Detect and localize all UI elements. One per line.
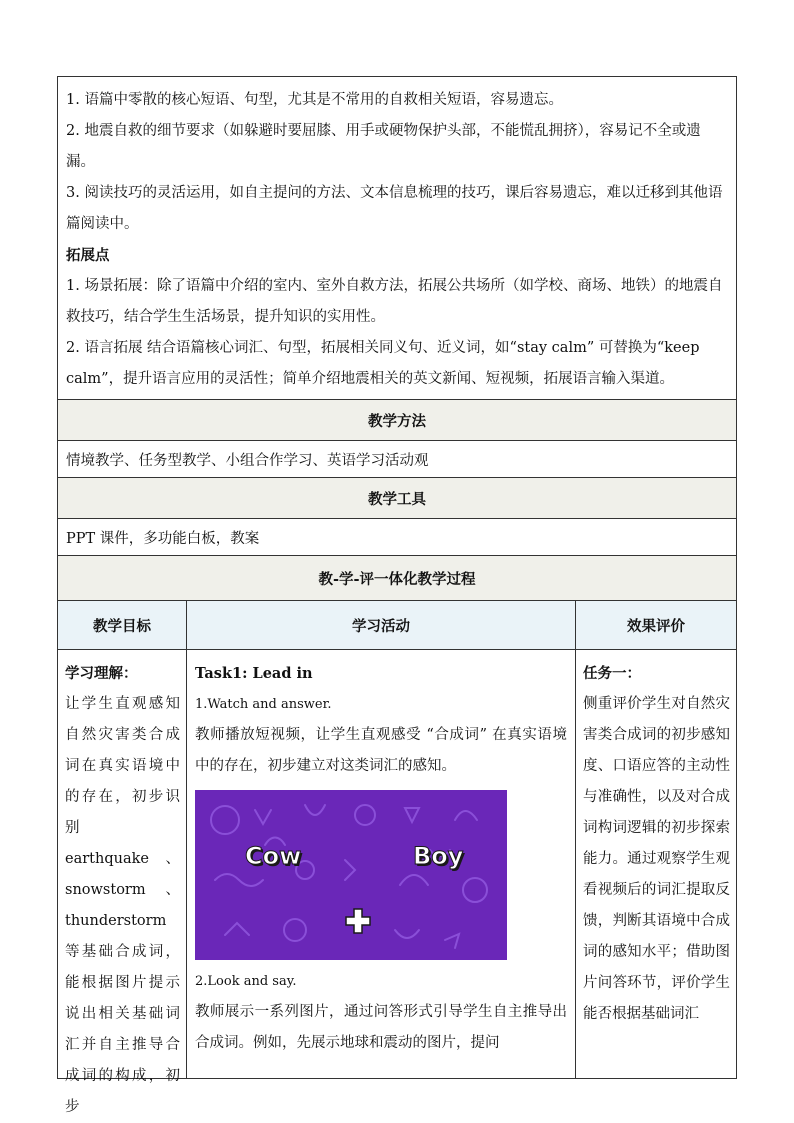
plus-icon <box>345 908 371 934</box>
step2-text: 教师展示一系列图片，通过问答形式引导学生自主推导出合成词。例如，先展示地球和震动的图片，提问 <box>195 1004 567 1051</box>
tools-title: 教学工具 <box>58 478 737 519</box>
goal-text: 让学生直观感知自然灾害类合成词在真实语境中的存在，初步识别 earthquake、snowstorm、thunderstorm 等基础合成词，能根据图片提示说出相关基础词汇并自主推导合成词的构成，初步 <box>65 696 180 1115</box>
tools-content: PPT 课件，多功能白板，教案 <box>58 519 737 556</box>
process-header-row <box>58 556 737 601</box>
step1-label: 1.Watch and answer. <box>195 697 332 712</box>
task1-title: Task1: Lead in <box>195 665 313 682</box>
difficulty-cell <box>58 77 737 400</box>
evaluation-text: 侧重评价学生对自然灾害类合成词的初步感知度、口语应答的主动性与准确性，以及对合成词构词逻辑的初步探索能力。通过观察学生观看视频后的词汇提取反馈，判断其语境中合成词的感知水平；借助图片问答环节，评价学生能否根据基础词汇 <box>583 696 731 1022</box>
process-columns-row <box>58 601 737 650</box>
extension-item-1: 1. 场景拓展：除了语篇中介绍的室内、室外自救方法，拓展公共场所（如学校、商场、地铁）的地震自救技巧，结合学生生活场景，提升知识的实用性。 <box>66 278 723 325</box>
goal-title: 学习理解： <box>65 665 138 682</box>
step2-label: 2.Look and say. <box>195 974 297 989</box>
difficulty-row <box>58 77 737 400</box>
methods-content-row <box>58 441 737 478</box>
column-activity: 学习活动 <box>187 601 576 650</box>
doodle-pattern <box>195 790 507 960</box>
step1-text: 教师播放短视频，让学生直观感受 “合成词” 在真实语境中的存在，初步建立对这类词汇的感知。 <box>195 727 567 774</box>
video-word-left: Cow <box>245 842 302 870</box>
process-title: 教-学-评一体化教学过程 <box>58 556 737 601</box>
evaluation-cell <box>576 650 737 1079</box>
tools-header-row <box>58 478 737 519</box>
tools-content-row <box>58 519 737 556</box>
difficulty-item-1: 1. 语篇中零散的核心短语、句型，尤其是不常用的自救相关短语，容易遗忘。 <box>66 92 563 108</box>
video-thumbnail[interactable] <box>195 790 507 960</box>
difficulty-item-3: 3. 阅读技巧的灵活运用，如自主提问的方法、文本信息梳理的技巧，课后容易遗忘，难以迁移到其他语篇阅读中。 <box>66 185 723 232</box>
task1-row <box>58 650 737 1079</box>
activity-cell <box>187 650 576 1079</box>
goal-cell <box>58 650 187 1115</box>
lesson-plan-page <box>57 76 736 1115</box>
column-goal: 教学目标 <box>58 601 187 650</box>
evaluation-title: 任务一： <box>583 665 641 682</box>
extension-item-2: 2. 语言拓展 结合语篇核心词汇、句型，拓展相关同义句、近义词，如“stay calm” 可替换为“keep calm”，提升语言应用的灵活性；简单介绍地震相关的英文新闻、短视频，拓展语言输入渠道。 <box>66 340 700 387</box>
methods-header-row <box>58 400 737 441</box>
extension-title: 拓展点 <box>66 247 110 264</box>
methods-title: 教学方法 <box>58 400 737 441</box>
video-word-right: Boy <box>413 842 464 870</box>
lesson-plan-table <box>57 76 737 1115</box>
difficulty-item-2: 2. 地震自救的细节要求（如躲避时要屈膝、用手或硬物保护头部，不能慌乱拥挤），容易记不全或遗漏。 <box>66 123 701 170</box>
column-evaluation: 效果评价 <box>576 601 737 650</box>
methods-content: 情境教学、任务型教学、小组合作学习、英语学习活动观 <box>58 441 737 478</box>
